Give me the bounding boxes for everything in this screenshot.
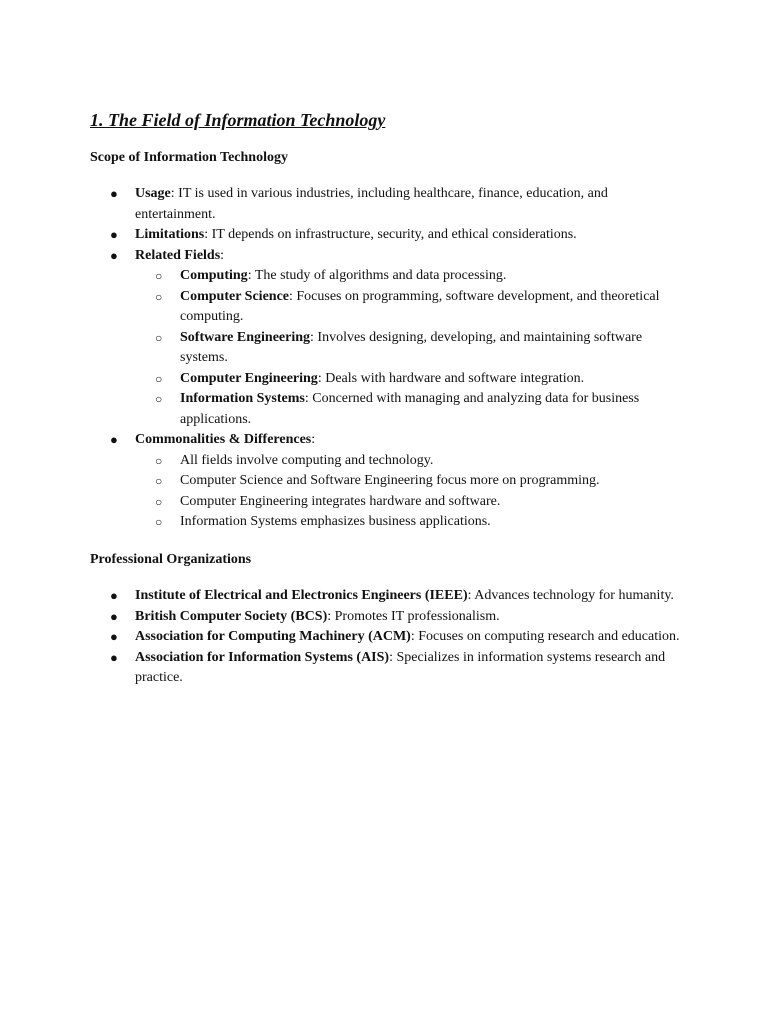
bullet-icon: ● — [110, 247, 118, 263]
item-desc: : IT depends on infrastructure, security, and ethical considerations. — [204, 227, 577, 242]
hollow-bullet-icon: ○ — [155, 474, 163, 488]
sub-list-item — [135, 451, 690, 472]
item-desc: : Promotes IT professionalism. — [327, 608, 500, 624]
bullet-icon: ● — [110, 649, 118, 665]
list-item — [90, 648, 690, 689]
item-term: Commonalities & Differences — [135, 432, 312, 447]
commonalities-sublist — [135, 451, 690, 533]
hollow-bullet-icon: ○ — [155, 269, 163, 283]
bullet-icon: ● — [110, 588, 118, 603]
list-item — [90, 586, 690, 607]
bullet-icon: ● — [110, 186, 118, 201]
sub-item-text: All fields involve computing and technology. — [180, 452, 434, 468]
sub-list-item — [135, 492, 690, 513]
hollow-bullet-icon: ○ — [155, 330, 163, 345]
hollow-bullet-icon: ○ — [155, 392, 163, 406]
sub-item-term: Information Systems — [180, 391, 305, 406]
sub-item-text: Information Systems emphasizes business applications. — [180, 514, 491, 529]
list-item — [90, 246, 690, 431]
item-term: Association for Information Systems (AIS) — [135, 649, 390, 665]
sub-item-term: Computer Science — [180, 288, 289, 304]
scope-list — [90, 184, 690, 533]
section-heading-orgs: Professional Organizations — [90, 552, 252, 567]
list-item — [90, 430, 690, 533]
sub-item-text: Computer Science and Software Engineering focus more on programming. — [180, 473, 600, 488]
hollow-bullet-icon: ○ — [155, 515, 163, 529]
sub-item-term: Computing — [180, 268, 248, 283]
item-term: Usage — [135, 186, 171, 201]
item-desc: : IT is used in various industries, including healthcare, finance, education, and entertainment. — [135, 186, 608, 222]
hollow-bullet-icon: ○ — [155, 494, 163, 509]
bullet-icon: ● — [110, 629, 118, 644]
hollow-bullet-icon: ○ — [155, 289, 163, 304]
sub-item-desc: : Concerned with managing and analyzing data for business applications. — [180, 391, 640, 427]
sub-item-term: Computer Engineering — [180, 370, 318, 386]
list-item — [90, 184, 690, 225]
sub-list-item — [135, 287, 690, 328]
hollow-bullet-icon: ○ — [155, 453, 163, 468]
bullet-icon: ● — [110, 227, 118, 242]
sub-item-desc: : Involves designing, developing, and maintaining software systems. — [180, 329, 643, 365]
item-term: Related Fields — [135, 247, 221, 263]
sub-list-item — [135, 512, 690, 533]
orgs-list — [90, 586, 690, 689]
list-item — [90, 607, 690, 628]
related-fields-sublist — [135, 266, 690, 430]
item-desc: : Focuses on computing research and education. — [410, 629, 680, 644]
sub-list-item — [135, 328, 690, 369]
bullet-icon: ● — [110, 432, 118, 447]
section-heading-scope: Scope of Information Technology — [90, 150, 288, 165]
item-term: Institute of Electrical and Electronics Engineers (IEEE) — [135, 588, 468, 603]
sub-list-item — [135, 389, 690, 430]
list-item — [90, 627, 690, 648]
item-desc: : — [220, 247, 225, 263]
sub-item-term: Software Engineering — [180, 329, 311, 345]
item-desc: : Specializes in information systems research and practice. — [135, 649, 666, 685]
hollow-bullet-icon: ○ — [155, 371, 163, 386]
bullet-icon: ● — [110, 608, 118, 624]
document-title: 1. The Field of Information Technology — [90, 110, 386, 130]
item-desc: : — [311, 432, 316, 447]
item-term: Association for Computing Machinery (ACM) — [135, 629, 411, 644]
sub-item-desc: : Focuses on programming, software development, and theoretical computing. — [180, 288, 660, 324]
item-term: British Computer Society (BCS) — [135, 608, 328, 624]
sub-item-text: Computer Engineering integrates hardware and software. — [180, 493, 501, 509]
sub-list-item — [135, 471, 690, 492]
item-term: Limitations — [135, 227, 205, 242]
sub-list-item — [135, 369, 690, 390]
sub-item-desc: : The study of algorithms and data processing. — [247, 268, 507, 283]
sub-list-item — [135, 266, 690, 287]
item-desc: : Advances technology for humanity. — [467, 588, 674, 603]
sub-item-desc: : Deals with hardware and software integration. — [317, 370, 585, 386]
list-item — [90, 225, 690, 246]
